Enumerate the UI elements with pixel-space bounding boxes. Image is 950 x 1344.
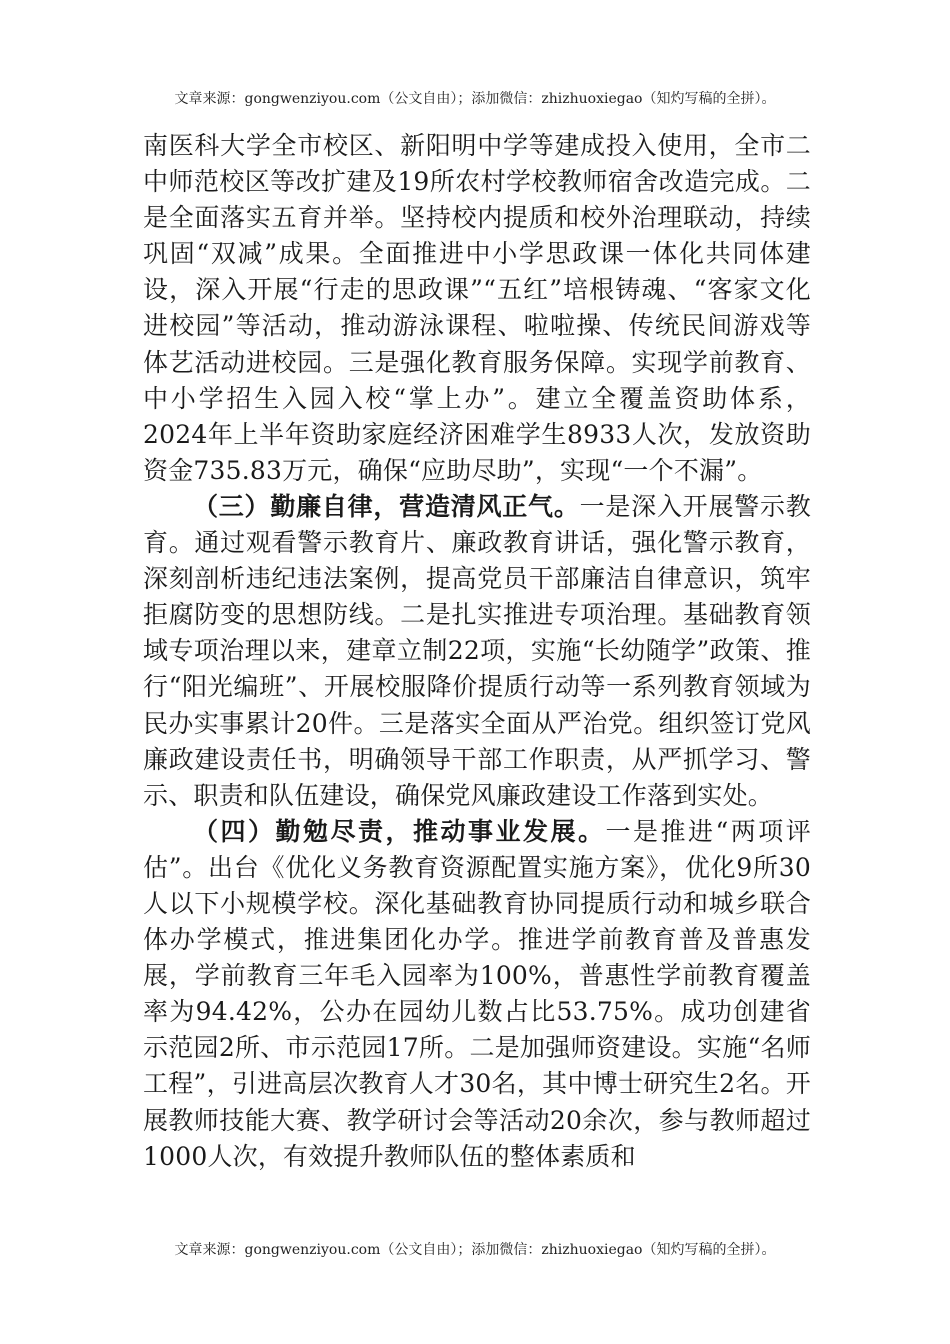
- document-body: [143, 128, 811, 1175]
- section-heading-3: （三）勤廉自律，营造清风正气。: [193, 491, 580, 521]
- paragraph-section-3: [143, 489, 811, 814]
- section-heading-4: （四）勤勉尽责，推动事业发展。: [193, 816, 606, 846]
- page-header-source-note: 文章来源：gongwenziyou.com（公文自由）；添加微信：zhizhuoxiegao（知灼写稿的全拼）。: [174, 91, 776, 107]
- paragraph-section-4: [143, 814, 811, 1175]
- section-3-text: 一是深入开展警示教育。通过观看警示教育片、廉政教育讲话，强化警示教育，深刻剖析违纪违法案例，提高党员干部廉洁自律意识，筑牢拒腐防变的思想防线。二是扎实推进专项治理。基础教育领域专项治理以来，建章立制22项，实施“长幼随学”政策、推行“阳光编班”、开展校服降价提质行动等一系列教育领域为民办实事累计20件。三是落实全面从严治党。组织签订党风廉政建设责任书，明确领导干部工作职责，从严抓学习、警示、职责和队伍建设，确保党风廉政建设工作落到实处。: [143, 491, 811, 810]
- paragraph-continuation: 南医科大学全市校区、新阳明中学等建成投入使用，全市二中师范校区等改扩建及19所农村学校教师宿舍改造完成。二是全面落实五育并举。坚持校内提质和校外治理联动，持续巩固“双减”成果。全面推进中小学思政课一体化共同体建设，深入开展“行走的思政课”“五红”培根铸魂、“客家文化进校园”等活动，推动游泳课程、啦啦操、传统民间游戏等体艺活动进校园。三是强化教育服务保障。实现学前教育、中小学招生入园入校“掌上办”。建立全覆盖资助体系，2024年上半年资助家庭经济困难学生8933人次，发放资助资金735.83万元，确保“应助尽助”，实现“一个不漏”。: [143, 131, 811, 485]
- page-footer-source-note: 文章来源：gongwenziyou.com（公文自由）；添加微信：zhizhuoxiegao（知灼写稿的全拼）。: [174, 1242, 776, 1258]
- section-4-text: 一是推进“两项评估”。出台《优化义务教育资源配置实施方案》，优化9所30人以下小规模学校。深化基础教育协同提质行动和城乡联合体办学模式，推进集团化办学。推进学前教育普及普惠发展，学前教育三年毛入园率为100%，普惠性学前教育覆盖率为94.42%，公办在园幼儿数占比53.75%。成功创建省示范园2所、市示范园17所。二是加强师资建设。实施“名师工程”，引进高层次教育人才30名，其中博士研究生2名。开展教师技能大赛、教学研讨会等活动20余次，参与教师超过1000人次，有效提升教师队伍的整体素质和: [143, 816, 811, 1171]
